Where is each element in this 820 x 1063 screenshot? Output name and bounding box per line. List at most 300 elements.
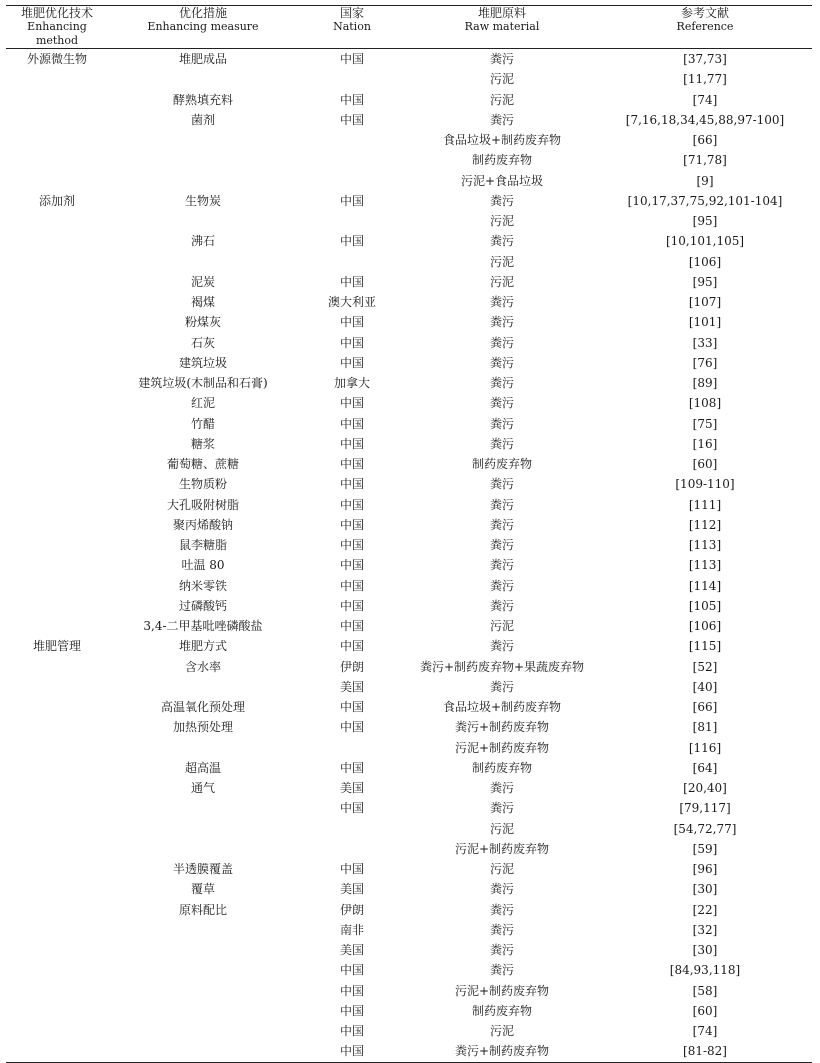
nation-cell: 伊朗	[339, 902, 364, 917]
raw-material-cell: 制药废弃物	[471, 1003, 532, 1018]
reference-cell: [81]	[692, 720, 718, 735]
reference-cell: [108]	[688, 396, 722, 411]
method-cell	[6, 717, 108, 737]
table-row	[6, 252, 812, 272]
table-row	[6, 758, 812, 778]
measure-cell: 竹醋	[190, 416, 215, 431]
nation-cell: 中国	[339, 720, 364, 735]
header-nation-cn: 国家	[339, 6, 364, 20]
method-cell	[6, 231, 108, 251]
table-row	[6, 738, 812, 758]
raw-material-cell: 粪污	[489, 517, 514, 532]
reference-cell: [114]	[688, 578, 722, 593]
measure-cell	[108, 940, 298, 960]
measure-cell: 覆草	[190, 882, 215, 897]
reference-cell: [113]	[688, 538, 722, 553]
method-cell	[6, 414, 108, 434]
table-row	[6, 636, 812, 656]
nation-cell: 中国	[339, 416, 364, 431]
nation-cell: 中国	[339, 436, 364, 451]
method-cell	[6, 900, 108, 920]
method-cell	[6, 879, 108, 899]
measure-cell	[108, 69, 298, 89]
measure-cell: 葡萄糖、蔗糖	[166, 457, 239, 472]
raw-material-cell: 污泥	[489, 254, 514, 269]
reference-cell: [95]	[692, 214, 718, 229]
table-row	[6, 616, 812, 636]
table-row	[6, 373, 812, 393]
table-row	[6, 211, 812, 231]
nation-cell	[298, 839, 406, 859]
method-cell	[6, 474, 108, 494]
measure-cell: 褐煤	[190, 295, 215, 310]
table-row	[6, 555, 812, 575]
raw-material-cell: 污泥+制药废弃物	[454, 740, 550, 755]
raw-material-cell: 粪污	[489, 679, 514, 694]
reference-cell: [66]	[692, 133, 718, 148]
reference-cell: [81-82]	[683, 1044, 727, 1059]
reference-cell: [59]	[692, 841, 718, 856]
reference-cell: [11,77]	[683, 72, 727, 87]
method-cell	[6, 90, 108, 110]
nation-cell: 中国	[339, 193, 364, 208]
raw-material-cell: 污泥+食品垃圾	[460, 173, 544, 188]
method-cell	[6, 819, 108, 839]
raw-material-cell: 粪污	[489, 943, 514, 958]
table-row	[6, 49, 812, 70]
raw-material-cell: 粪污	[489, 963, 514, 978]
table-row	[6, 454, 812, 474]
method-cell	[6, 1001, 108, 1021]
nation-cell: 中国	[339, 497, 364, 512]
header-method	[6, 6, 108, 49]
reference-cell: [20,40]	[683, 781, 727, 796]
method-cell	[6, 960, 108, 980]
table-row	[6, 697, 812, 717]
raw-material-cell: 污泥	[489, 619, 514, 634]
nation-cell: 中国	[339, 862, 364, 877]
nation-cell: 美国	[339, 679, 364, 694]
nation-cell	[298, 171, 406, 191]
reference-cell: [22]	[692, 902, 718, 917]
reference-cell: [60]	[692, 1003, 718, 1018]
method-cell	[6, 677, 108, 697]
method-cell: 外源微生物	[26, 52, 87, 67]
measure-cell: 生物炭	[184, 193, 221, 208]
raw-material-cell: 粪污	[489, 902, 514, 917]
reference-cell: [9]	[696, 173, 714, 188]
method-cell	[6, 555, 108, 575]
nation-cell: 中国	[339, 700, 364, 715]
reference-cell: [79,117]	[679, 801, 731, 816]
method-cell	[6, 920, 108, 940]
reference-cell: [101]	[688, 315, 722, 330]
nation-cell: 中国	[339, 315, 364, 330]
method-cell	[6, 798, 108, 818]
raw-material-cell: 粪污	[489, 193, 514, 208]
reference-cell: [33]	[692, 335, 718, 350]
reference-cell: [32]	[692, 922, 718, 937]
table-row	[6, 150, 812, 170]
reference-cell: [37,73]	[683, 52, 727, 67]
reference-cell: [30]	[692, 943, 718, 958]
measure-cell	[108, 839, 298, 859]
measure-cell: 通气	[190, 781, 215, 796]
method-cell	[6, 697, 108, 717]
nation-cell: 美国	[339, 781, 364, 796]
reference-cell: [10,101,105]	[665, 234, 745, 249]
nation-cell: 中国	[339, 1024, 364, 1039]
reference-cell: [109-110]	[675, 477, 735, 492]
nation-cell: 中国	[339, 598, 364, 613]
nation-cell: 美国	[339, 943, 364, 958]
table-row	[6, 819, 812, 839]
measure-cell: 泥炭	[190, 274, 215, 289]
table-row	[6, 657, 812, 677]
nation-cell: 中国	[339, 1003, 364, 1018]
nation-cell: 中国	[339, 112, 364, 127]
table-row	[6, 414, 812, 434]
reference-cell: [107]	[688, 295, 722, 310]
reference-cell: [60]	[692, 457, 718, 472]
table-row	[6, 272, 812, 292]
raw-material-cell: 粪污	[489, 801, 514, 816]
measure-cell: 沸石	[190, 234, 215, 249]
raw-material-cell: 粪污	[489, 497, 514, 512]
nation-cell: 中国	[339, 538, 364, 553]
measure-cell	[108, 211, 298, 231]
measure-cell: 生物质粉	[178, 477, 227, 492]
header-method-en: Enhancing method	[27, 20, 87, 47]
table-row	[6, 90, 812, 110]
table-row	[6, 717, 812, 737]
method-cell	[6, 839, 108, 859]
table-row	[6, 312, 812, 332]
method-cell	[6, 535, 108, 555]
raw-material-cell: 食品垃圾+制药废弃物	[442, 700, 562, 715]
raw-material-cell: 污泥	[489, 274, 514, 289]
measure-cell: 高温氧化预处理	[160, 700, 245, 715]
nation-cell: 中国	[339, 517, 364, 532]
nation-cell: 中国	[339, 335, 364, 350]
raw-material-cell: 污泥	[489, 92, 514, 107]
method-cell	[6, 333, 108, 353]
measure-cell: 含水率	[184, 659, 221, 674]
method-cell	[6, 393, 108, 413]
method-cell	[6, 495, 108, 515]
table-row	[6, 474, 812, 494]
raw-material-cell: 粪污	[489, 538, 514, 553]
measure-cell: 大孔吸附树脂	[166, 497, 239, 512]
table-row	[6, 231, 812, 251]
nation-cell: 中国	[339, 92, 364, 107]
header-raw-material	[406, 6, 598, 49]
table-header	[6, 6, 812, 49]
measure-cell	[108, 798, 298, 818]
method-cell	[6, 373, 108, 393]
raw-material-cell: 粪污	[489, 376, 514, 391]
measure-cell	[108, 960, 298, 980]
table-row	[6, 353, 812, 373]
method-cell	[6, 859, 108, 879]
measure-cell: 粉煤灰	[184, 315, 221, 330]
raw-material-cell: 粪污+制药废弃物	[454, 720, 550, 735]
reference-cell: [30]	[692, 882, 718, 897]
nation-cell	[298, 252, 406, 272]
measure-cell	[108, 130, 298, 150]
table-row	[6, 1001, 812, 1021]
reference-cell: [113]	[688, 558, 722, 573]
method-cell	[6, 940, 108, 960]
measure-cell	[108, 1001, 298, 1021]
nation-cell: 中国	[339, 396, 364, 411]
raw-material-cell: 粪污	[489, 477, 514, 492]
table-row	[6, 900, 812, 920]
reference-cell: [112]	[688, 517, 722, 532]
reference-cell: [74]	[692, 1024, 718, 1039]
raw-material-cell: 污泥	[489, 862, 514, 877]
table-row	[6, 292, 812, 312]
header-reference	[598, 6, 812, 49]
method-cell	[6, 252, 108, 272]
raw-material-cell: 粪污	[489, 112, 514, 127]
method-cell	[6, 110, 108, 130]
table-row	[6, 515, 812, 535]
method-cell	[6, 738, 108, 758]
nation-cell	[298, 738, 406, 758]
table-row	[6, 333, 812, 353]
raw-material-cell: 污泥	[489, 1024, 514, 1039]
header-nation	[298, 6, 406, 49]
reference-cell: [111]	[688, 497, 722, 512]
table-row	[6, 859, 812, 879]
measure-cell: 超高温	[184, 760, 221, 775]
raw-material-cell: 粪污	[489, 558, 514, 573]
raw-material-cell: 粪污	[489, 355, 514, 370]
nation-cell: 中国	[339, 578, 364, 593]
raw-material-cell: 粪污	[489, 639, 514, 654]
measure-cell	[108, 1041, 298, 1062]
reference-cell: [96]	[692, 862, 718, 877]
nation-cell	[298, 69, 406, 89]
measure-cell: 建筑垃圾(木制品和石膏)	[138, 376, 268, 391]
raw-material-cell: 粪污	[489, 922, 514, 937]
nation-cell: 中国	[339, 52, 364, 67]
measure-cell: 吐温 80	[181, 558, 225, 573]
reference-cell: [116]	[688, 740, 722, 755]
method-cell	[6, 596, 108, 616]
table-row	[6, 920, 812, 940]
table-row	[6, 576, 812, 596]
method-cell	[6, 130, 108, 150]
reference-cell: [54,72,77]	[673, 821, 737, 836]
reference-cell: [71,78]	[683, 153, 727, 168]
measure-cell	[108, 738, 298, 758]
nation-cell: 中国	[339, 1044, 364, 1059]
nation-cell: 中国	[339, 355, 364, 370]
raw-material-cell: 粪污+制药废弃物+果蔬废弃物	[419, 659, 585, 674]
nation-cell: 中国	[339, 619, 364, 634]
method-cell	[6, 312, 108, 332]
measure-cell	[108, 981, 298, 1001]
reference-cell: [40]	[692, 679, 718, 694]
method-cell: 添加剂	[38, 193, 75, 208]
table-row	[6, 798, 812, 818]
measure-cell: 3,4-二甲基吡唑磷酸盐	[143, 619, 263, 634]
reference-cell: [7,16,18,34,45,88,97-100]	[625, 112, 785, 127]
measure-cell: 过磷酸钙	[178, 598, 227, 613]
raw-material-cell: 粪污	[489, 598, 514, 613]
nation-cell: 中国	[339, 639, 364, 654]
reference-cell: [84,93,118]	[669, 963, 741, 978]
measure-cell: 鼠李糖脂	[178, 538, 227, 553]
header-method-cn: 堆肥优化技术	[20, 6, 93, 20]
raw-material-cell: 粪污	[489, 315, 514, 330]
reference-cell: [106]	[688, 619, 722, 634]
header-measure-cn: 优化措施	[178, 6, 227, 20]
measure-cell: 纳米零铁	[178, 578, 227, 593]
method-cell	[6, 292, 108, 312]
table-row	[6, 1021, 812, 1041]
reference-cell: [10,17,37,75,92,101-104]	[627, 193, 783, 208]
raw-material-cell: 粪污	[489, 781, 514, 796]
raw-material-cell: 制药废弃物	[471, 457, 532, 472]
nation-cell: 中国	[339, 234, 364, 249]
reference-cell: [58]	[692, 983, 718, 998]
raw-material-cell: 粪污	[489, 234, 514, 249]
nation-cell: 中国	[339, 983, 364, 998]
raw-material-cell: 粪污	[489, 416, 514, 431]
nation-cell: 中国	[339, 457, 364, 472]
table-row	[6, 778, 812, 798]
nation-cell: 南非	[339, 922, 364, 937]
method-cell	[6, 211, 108, 231]
measure-cell	[108, 252, 298, 272]
method-cell	[6, 981, 108, 1001]
method-cell	[6, 454, 108, 474]
raw-material-cell: 粪污	[489, 578, 514, 593]
table-row	[6, 535, 812, 555]
raw-material-cell: 粪污	[489, 295, 514, 310]
table-row	[6, 393, 812, 413]
method-cell	[6, 515, 108, 535]
nation-cell: 中国	[339, 274, 364, 289]
table-row	[6, 677, 812, 697]
raw-material-cell: 食品垃圾+制药废弃物	[442, 133, 562, 148]
table-row	[6, 130, 812, 150]
raw-material-cell: 污泥+制药废弃物	[454, 983, 550, 998]
method-cell	[6, 576, 108, 596]
raw-material-cell: 粪污	[489, 52, 514, 67]
measure-cell: 半透膜覆盖	[172, 862, 233, 877]
raw-material-cell: 粪污	[489, 882, 514, 897]
raw-material-cell: 制药废弃物	[471, 153, 532, 168]
raw-material-cell: 污泥+制药废弃物	[454, 841, 550, 856]
measure-cell: 堆肥方式	[178, 639, 227, 654]
measure-cell: 糖浆	[190, 436, 215, 451]
table-row	[6, 110, 812, 130]
reference-cell: [64]	[692, 760, 718, 775]
measure-cell	[108, 819, 298, 839]
nation-cell	[298, 150, 406, 170]
method-cell	[6, 1041, 108, 1062]
table-row	[6, 839, 812, 859]
method-cell	[6, 171, 108, 191]
raw-material-cell: 粪污	[489, 436, 514, 451]
reference-cell: [75]	[692, 416, 718, 431]
raw-material-cell: 粪污	[489, 335, 514, 350]
measure-cell: 菌剂	[190, 112, 215, 127]
header-nation-en: Nation	[333, 20, 371, 33]
measure-cell: 聚丙烯酸钠	[172, 517, 233, 532]
nation-cell	[298, 211, 406, 231]
raw-material-cell: 污泥	[489, 214, 514, 229]
raw-material-cell: 污泥	[489, 821, 514, 836]
method-cell	[6, 353, 108, 373]
nation-cell: 伊朗	[339, 659, 364, 674]
method-cell	[6, 272, 108, 292]
header-raw-cn: 堆肥原料	[477, 6, 526, 20]
reference-cell: [105]	[688, 598, 722, 613]
method-cell	[6, 778, 108, 798]
raw-material-cell: 粪污+制药废弃物	[454, 1044, 550, 1059]
table-row	[6, 879, 812, 899]
raw-material-cell: 污泥	[489, 72, 514, 87]
reference-cell: [66]	[692, 700, 718, 715]
method-cell	[6, 434, 108, 454]
header-measure	[108, 6, 298, 49]
measure-cell	[108, 920, 298, 940]
nation-cell: 中国	[339, 760, 364, 775]
reference-cell: [74]	[692, 92, 718, 107]
measure-cell	[108, 1021, 298, 1041]
method-cell	[6, 1021, 108, 1041]
method-cell	[6, 150, 108, 170]
raw-material-cell: 制药废弃物	[471, 760, 532, 775]
method-cell	[6, 69, 108, 89]
nation-cell: 中国	[339, 558, 364, 573]
reference-cell: [106]	[688, 254, 722, 269]
measure-cell	[108, 150, 298, 170]
reference-cell: [76]	[692, 355, 718, 370]
method-cell	[6, 758, 108, 778]
measure-cell: 建筑垃圾	[178, 355, 227, 370]
table-row	[6, 171, 812, 191]
reference-cell: [95]	[692, 274, 718, 289]
measure-cell	[108, 677, 298, 697]
measure-cell: 加热预处理	[172, 720, 233, 735]
compost-optimization-table	[6, 5, 812, 1063]
measure-cell: 堆肥成品	[178, 52, 227, 67]
nation-cell: 加拿大	[333, 376, 370, 391]
header-ref-en: Reference	[676, 20, 734, 33]
table-row	[6, 1041, 812, 1062]
measure-cell: 石灰	[190, 335, 215, 350]
measure-cell: 红泥	[190, 396, 215, 411]
table-row	[6, 434, 812, 454]
header-raw-en: Raw material	[464, 20, 540, 33]
table-row	[6, 960, 812, 980]
nation-cell: 中国	[339, 477, 364, 492]
method-cell	[6, 616, 108, 636]
header-measure-en: Enhancing measure	[147, 20, 259, 33]
table-row	[6, 495, 812, 515]
reference-cell: [115]	[688, 639, 722, 654]
method-cell: 堆肥管理	[32, 639, 81, 654]
nation-cell: 中国	[339, 801, 364, 816]
nation-cell	[298, 130, 406, 150]
measure-cell	[108, 171, 298, 191]
